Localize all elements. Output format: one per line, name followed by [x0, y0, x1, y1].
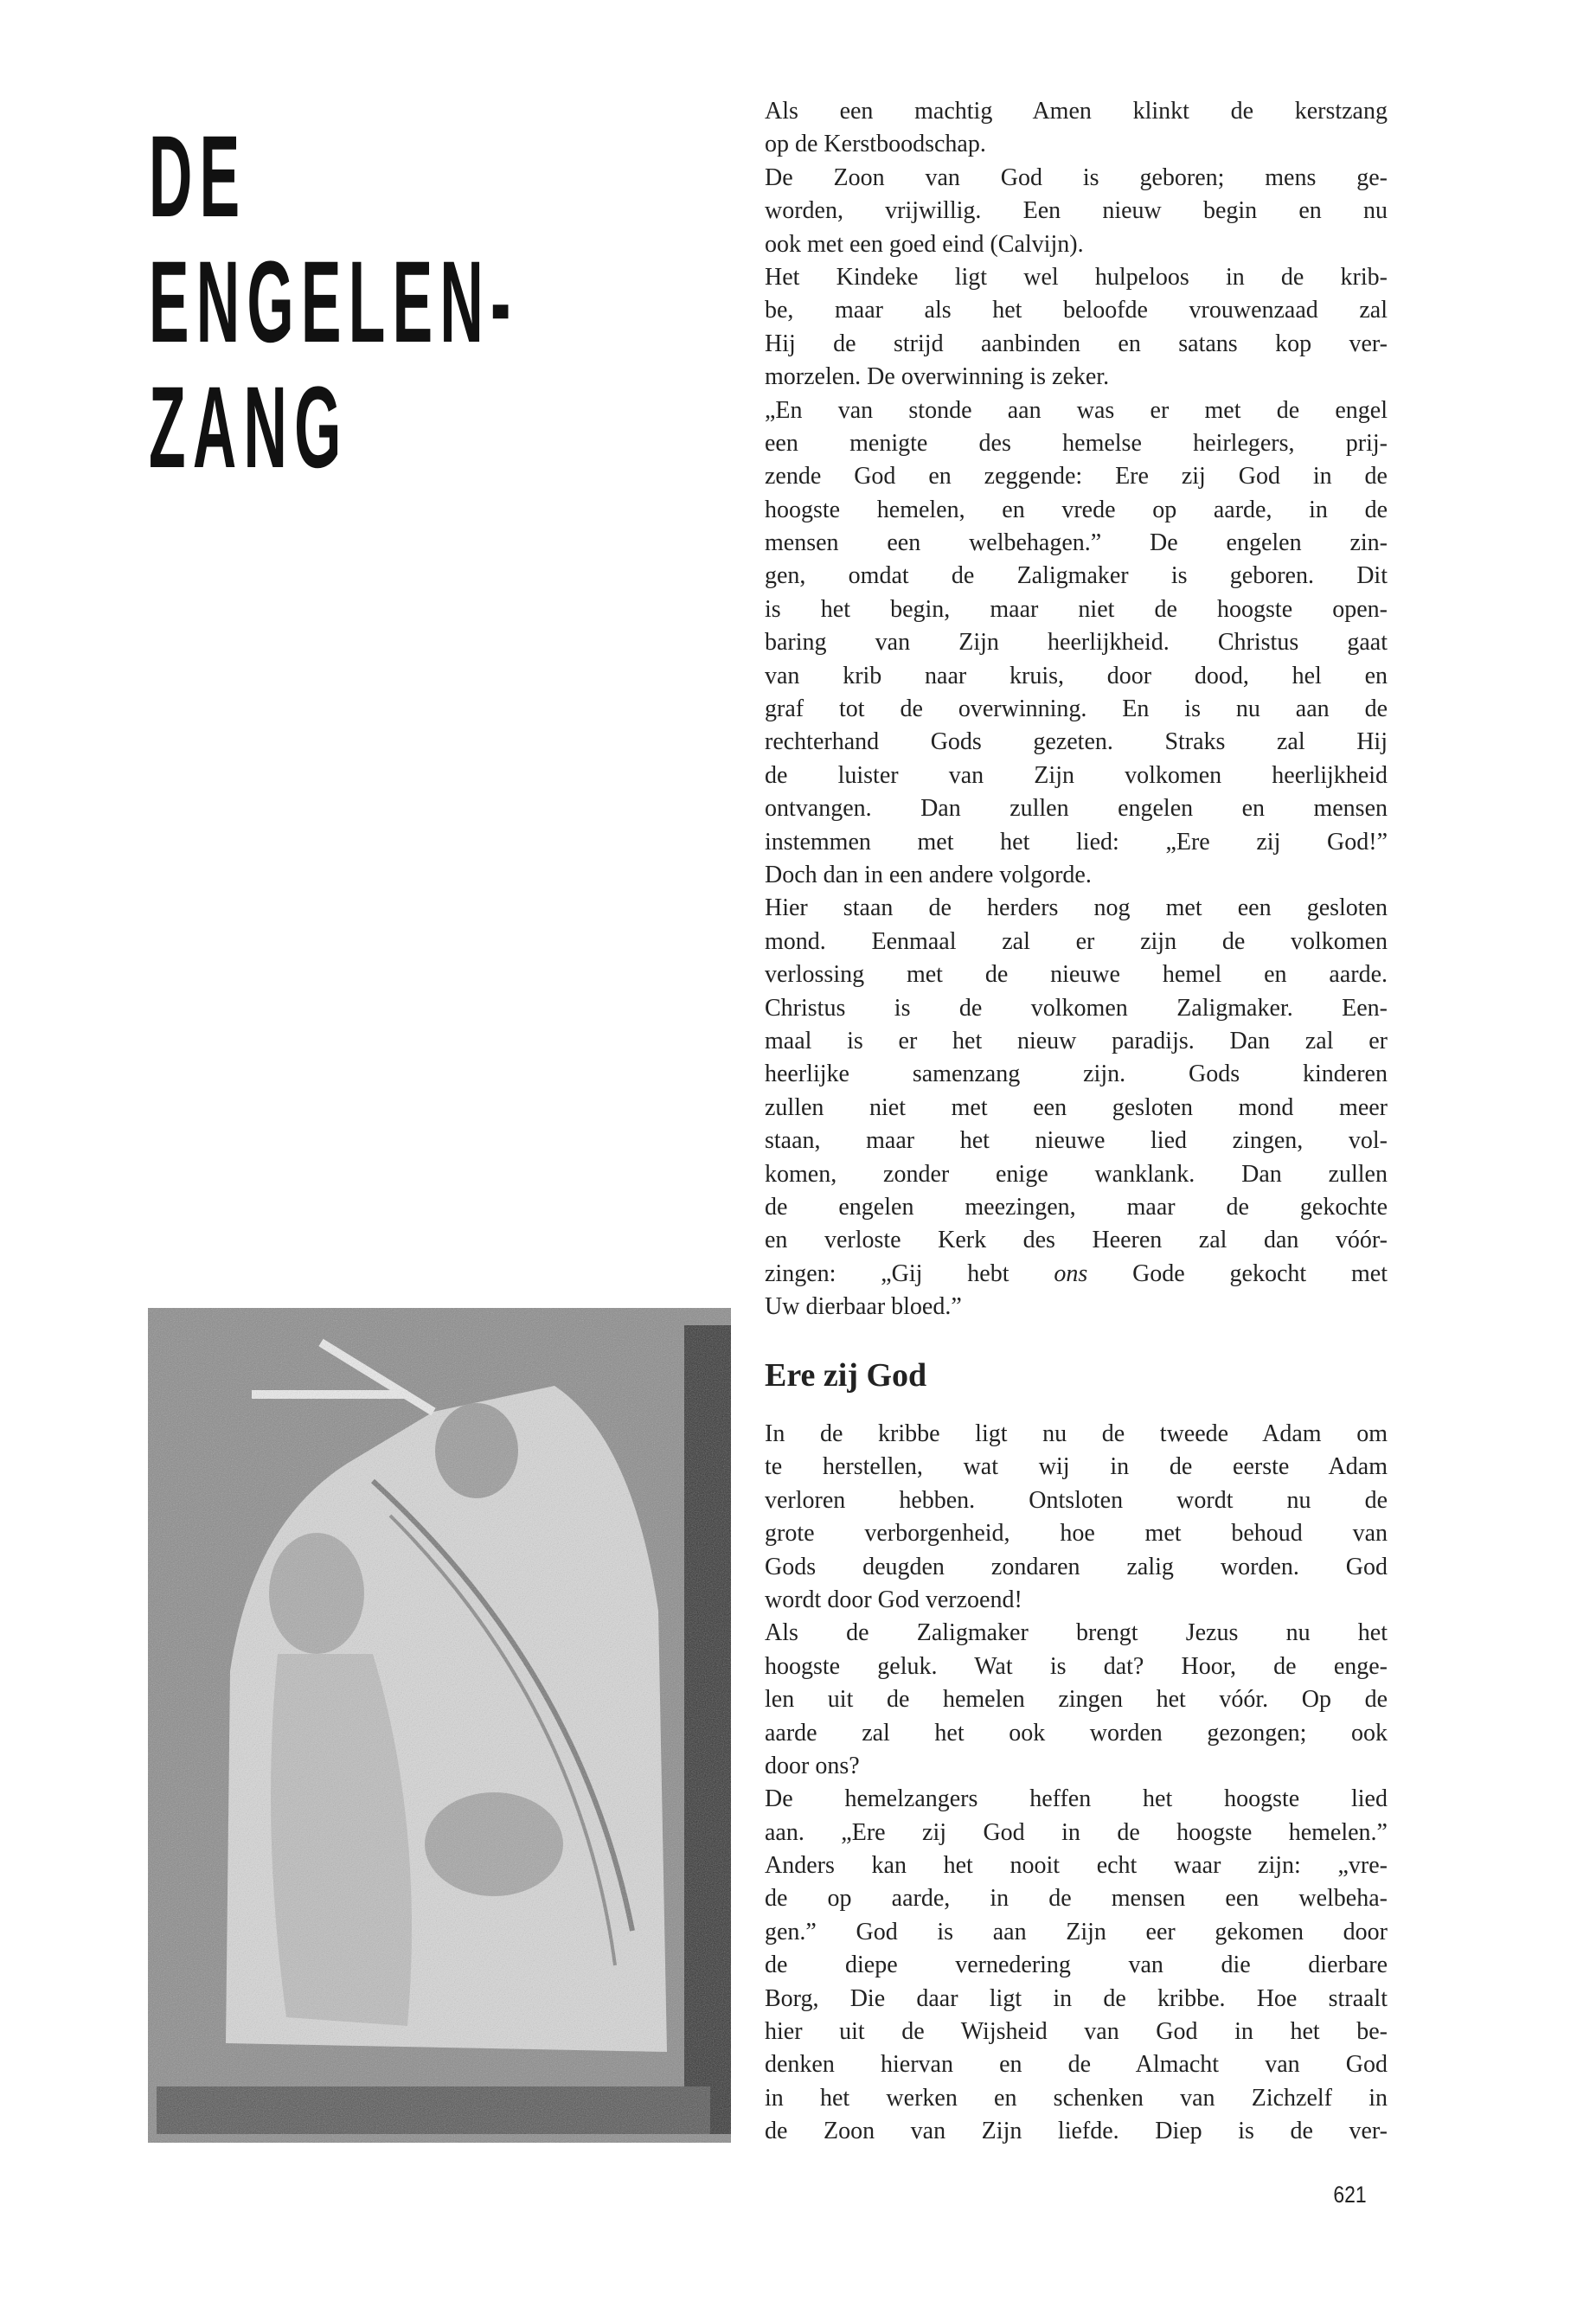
text-line: Hier staan de herders nog met een gesloten [765, 894, 1388, 922]
text-line: mensen een welbehagen.” De engelen zin- [765, 529, 1388, 557]
text-line: hier uit de Wijsheid van God in het be- [765, 2018, 1388, 2046]
text-line: zingen: „Gij hebt ons Gode gekocht met [765, 1259, 1388, 1287]
text-line: denken hiervan en de Almacht van God [765, 2051, 1388, 2079]
text-line: zende God en zeggende: Ere zij God in de [765, 463, 1388, 490]
text-line: hoogste hemelen, en vrede op aarde, in de [765, 496, 1388, 523]
text-line: maal is er het nieuw paradijs. Dan zal er [765, 1027, 1388, 1054]
text-line: Uw dierbaar bloed.” [765, 1293, 962, 1321]
text-line: grote verborgenheid, hoe met behoud van [765, 1520, 1388, 1548]
text-line: mond. Eenmaal zal er zijn de volkomen [765, 927, 1388, 955]
text-line: worden, vrijwillig. Een nieuw begin en nu [765, 197, 1388, 225]
title-line: ZANG [149, 363, 349, 492]
text-line: Gods deugden zondaren zalig worden. God [765, 1553, 1388, 1580]
section-heading: Ere zij God [765, 1357, 927, 1394]
text-line: Anders kan het nooit echt waar zijn: „vre- [765, 1852, 1388, 1880]
page-number: 621 [1333, 2182, 1367, 2208]
text-line: de op aarde, in de mensen een welbeha- [765, 1885, 1388, 1913]
text-line: aan. „Ere zij God in de hoogste hemelen.” [765, 1818, 1388, 1846]
text-line: Het Kindeke ligt wel hulpeloos in de krib- [765, 263, 1388, 291]
text-line: morzelen. De overwinning is zeker. [765, 363, 1110, 391]
article-body-section-2 [765, 1418, 1388, 2149]
text-line: gen.” God is aan Zijn eer gekomen door [765, 1918, 1388, 1945]
title-line: ENGELEN- [149, 238, 518, 367]
text-line: aarde zal het ook worden gezongen; ook [765, 1719, 1388, 1747]
text-line: verloren hebben. Ontsloten wordt nu de [765, 1486, 1388, 1514]
text-line: Hij de strijd aanbinden en satans kop ver- [765, 330, 1388, 357]
text-line: be, maar als het beloofde vrouwenzaad zal [765, 297, 1388, 324]
text-line: de engelen meezingen, maar de gekochte [765, 1193, 1388, 1221]
text-line: op de Kerstboodschap. [765, 131, 986, 158]
text-line: de Zoon van Zijn liefde. Diep is de ver- [765, 2118, 1388, 2145]
text-line: hoogste geluk. Wat is dat? Hoor, de enge- [765, 1652, 1388, 1680]
text-line: rechterhand Gods gezeten. Straks zal Hij [765, 728, 1388, 756]
text-line: van krib naar kruis, door dood, hel en [765, 662, 1388, 689]
text-line: staan, maar het nieuwe lied zingen, vol- [765, 1127, 1388, 1155]
text-line: Als de Zaligmaker brengt Jezus nu het [765, 1619, 1388, 1647]
text-line: zullen niet met een gesloten mond meer [765, 1093, 1388, 1121]
text-line: verlossing met de nieuwe hemel en aarde. [765, 961, 1388, 989]
text-line: in het werken en schenken van Zichzelf in [765, 2084, 1388, 2112]
text-line: en verloste Kerk des Heeren zal dan vóór- [765, 1227, 1388, 1254]
text-line: In de kribbe ligt nu de tweede Adam om [765, 1420, 1388, 1447]
text-line: len uit de hemelen zingen het vóór. Op de [765, 1686, 1388, 1714]
text-line: graf tot de overwinning. En is nu aan de [765, 695, 1388, 723]
text-line: een menigte des hemelse heirlegers, prij- [765, 429, 1388, 457]
text-line: de luister van Zijn volkomen heerlijkheid [765, 761, 1388, 789]
text-line: baring van Zijn heerlijkheid. Christus gaat [765, 629, 1388, 657]
article-title [149, 112, 858, 496]
text-line: wordt door God verzoend! [765, 1586, 1022, 1613]
text-line: is het begin, maar niet de hoogste open- [765, 595, 1388, 623]
text-line: gen, omdat de Zaligmaker is geboren. Dit [765, 562, 1388, 590]
text-line: Als een machtig Amen klinkt de kerstzang [765, 98, 1388, 125]
text-line: ontvangen. Dan zullen engelen en mensen [765, 795, 1388, 823]
title-line: DE [149, 112, 247, 241]
text-line: de diepe vernedering van die dierbare [765, 1952, 1388, 1979]
angel-relief-illustration [148, 1308, 731, 2143]
text-line: heerlijke samenzang zijn. Gods kinderen [765, 1061, 1388, 1088]
text-line: ook met een goed eind (Calvijn). [765, 230, 1084, 258]
text-line: Christus is de volkomen Zaligmaker. Een- [765, 994, 1388, 1022]
text-line: De hemelzangers heffen het hoogste lied [765, 1785, 1388, 1813]
text-line: door ons? [765, 1752, 860, 1779]
text-line: komen, zonder enige wanklank. Dan zullen [765, 1160, 1388, 1188]
text-line: te herstellen, wat wij in de eerste Adam [765, 1453, 1388, 1481]
text-line: Doch dan in een andere volgorde. [765, 861, 1092, 888]
text-line: „En van stonde aan was er met de engel [765, 396, 1388, 424]
text-line: Borg, Die daar ligt in de kribbe. Hoe straalt [765, 1984, 1388, 2012]
text-line: instemmen met het lied: „Ere zij God!” [765, 828, 1388, 856]
article-body-section-1 [765, 95, 1388, 1324]
text-line: De Zoon van God is geboren; mens ge- [765, 163, 1388, 191]
